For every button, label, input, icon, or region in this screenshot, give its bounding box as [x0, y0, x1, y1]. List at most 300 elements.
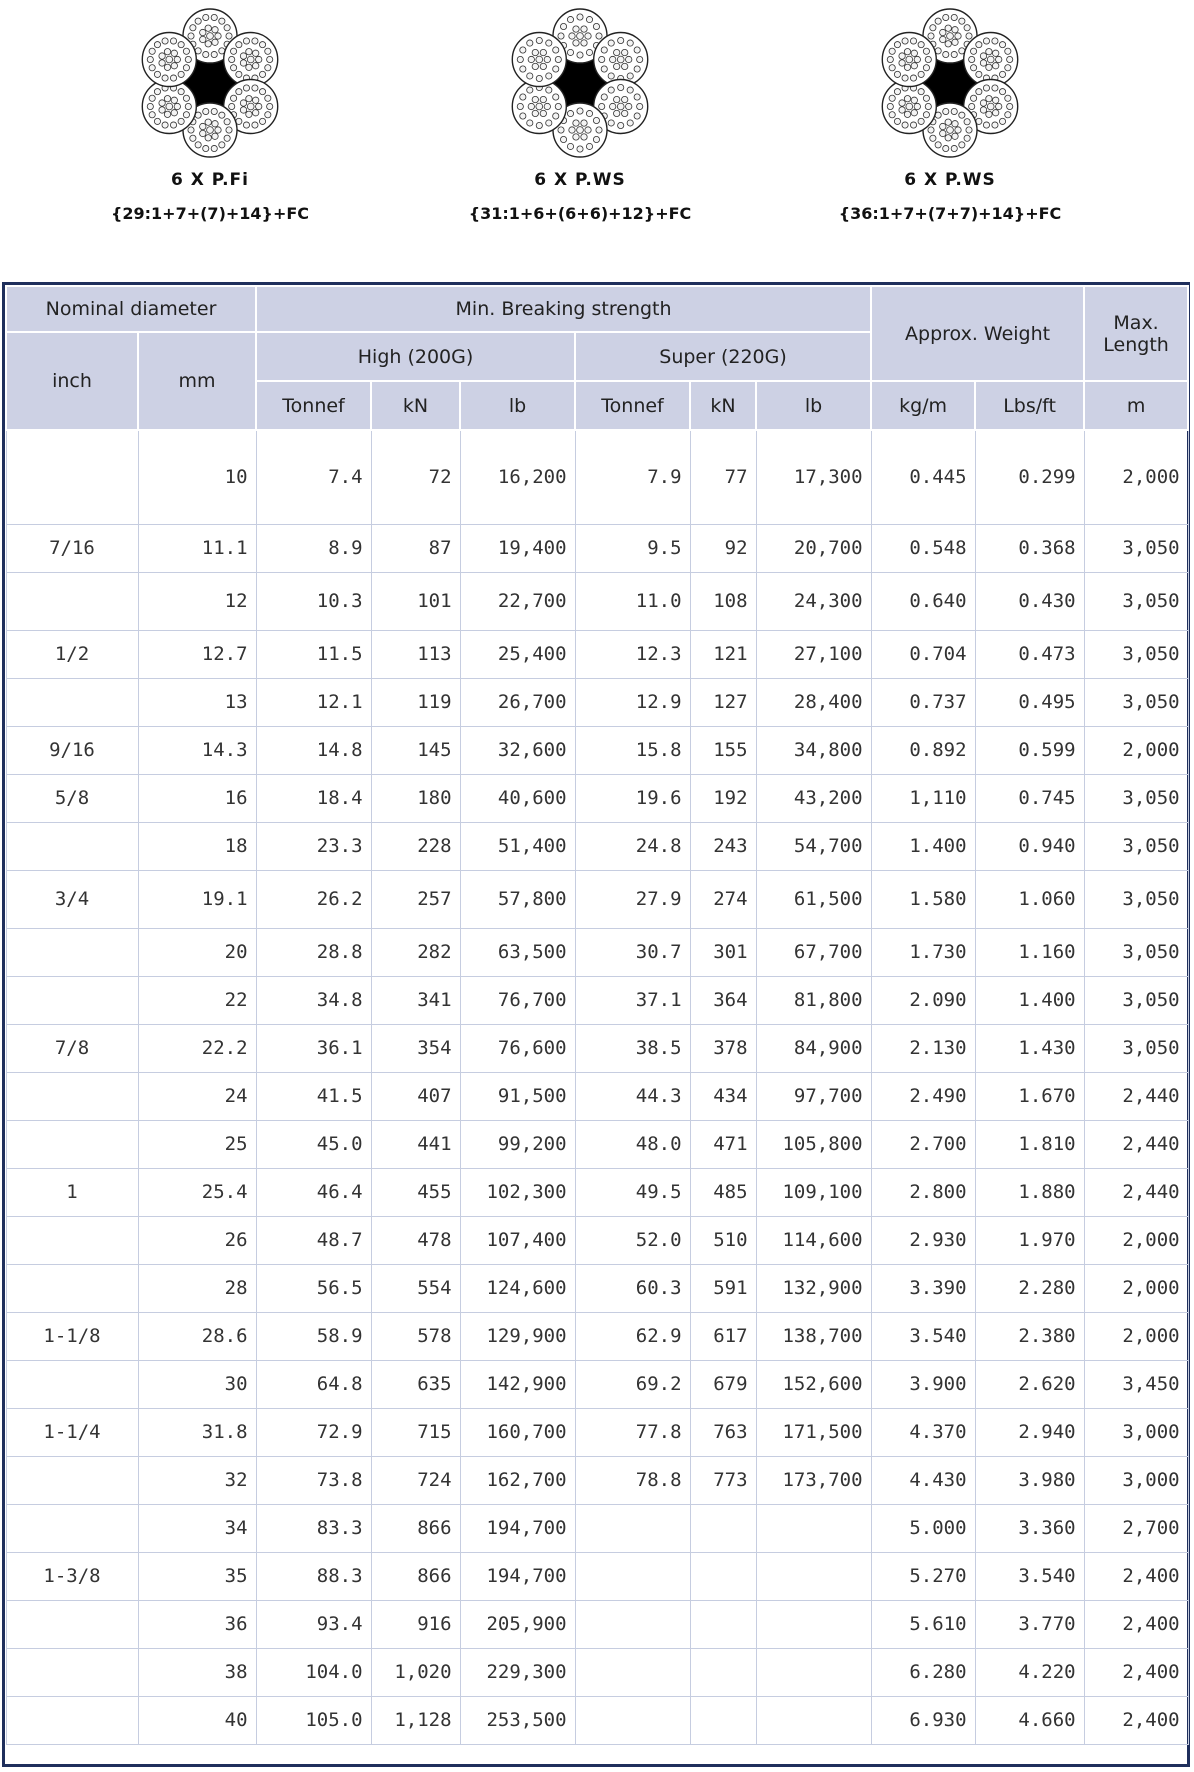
table-cell: 1.160	[975, 928, 1084, 976]
table-cell: 1,020	[371, 1648, 460, 1696]
table-cell: 1/2	[6, 630, 138, 678]
table-cell: 1.400	[975, 976, 1084, 1024]
rope-formula: {36:1+7+(7+7)+14}+FC	[838, 204, 1062, 223]
table-cell: 25,400	[460, 630, 575, 678]
table-cell: 2,440	[1084, 1120, 1188, 1168]
table-cell: 27,100	[756, 630, 871, 678]
table-cell: 554	[371, 1264, 460, 1312]
table-row	[6, 976, 1188, 1024]
rope-spec-table-container	[2, 282, 1190, 1767]
table-cell: 11.1	[138, 524, 256, 572]
table-cell: 28.6	[138, 1312, 256, 1360]
table-cell: 0.745	[975, 774, 1084, 822]
table-cell: 14.8	[256, 726, 371, 774]
table-cell: 77	[690, 430, 756, 524]
table-row	[6, 1408, 1188, 1456]
table-cell: 20,700	[756, 524, 871, 572]
rope-item	[800, 8, 1100, 223]
table-cell: 12	[138, 572, 256, 630]
table-cell: 5.270	[871, 1552, 975, 1600]
table-cell: 142,900	[460, 1360, 575, 1408]
table-cell: 45.0	[256, 1120, 371, 1168]
table-cell: 3,450	[1084, 1360, 1188, 1408]
table-cell: 1.730	[871, 928, 975, 976]
table-cell: 72.9	[256, 1408, 371, 1456]
table-cell	[756, 1504, 871, 1552]
table-cell	[6, 928, 138, 976]
header-kgm: kg/m	[871, 381, 975, 430]
table-cell: 37.1	[575, 976, 690, 1024]
header-super: Super (220G)	[575, 332, 871, 381]
table-cell: 51,400	[460, 822, 575, 870]
table-cell: 105.0	[256, 1696, 371, 1744]
table-cell: 0.737	[871, 678, 975, 726]
table-cell	[756, 1552, 871, 1600]
table-cell: 2,400	[1084, 1696, 1188, 1744]
table-cell: 12.9	[575, 678, 690, 726]
table-cell: 257	[371, 870, 460, 928]
table-cell: 3.360	[975, 1504, 1084, 1552]
table-cell: 2.490	[871, 1072, 975, 1120]
header-approx-weight: Approx. Weight	[871, 286, 1084, 381]
table-cell	[6, 1072, 138, 1120]
table-cell: 3,050	[1084, 572, 1188, 630]
table-row	[6, 822, 1188, 870]
table-cell: 58.9	[256, 1312, 371, 1360]
table-cell: 26.2	[256, 870, 371, 928]
table-cell: 5.610	[871, 1600, 975, 1648]
table-cell: 2,000	[1084, 1216, 1188, 1264]
header-high: High (200G)	[256, 332, 575, 381]
table-cell	[756, 1600, 871, 1648]
header-m: m	[1084, 381, 1188, 430]
table-cell: 19.1	[138, 870, 256, 928]
table-cell: 121	[690, 630, 756, 678]
table-cell: 194,700	[460, 1552, 575, 1600]
table-cell: 866	[371, 1552, 460, 1600]
table-row	[6, 1024, 1188, 1072]
table-cell: 0.704	[871, 630, 975, 678]
table-cell: 3,050	[1084, 678, 1188, 726]
table-cell: 61,500	[756, 870, 871, 928]
table-cell: 0.430	[975, 572, 1084, 630]
table-cell: 2,440	[1084, 1072, 1188, 1120]
table-cell: 3,050	[1084, 630, 1188, 678]
rope-cross-section-icon	[135, 8, 285, 158]
table-cell: 3,050	[1084, 822, 1188, 870]
table-cell: 3,000	[1084, 1408, 1188, 1456]
table-cell: 3.390	[871, 1264, 975, 1312]
table-cell: 41.5	[256, 1072, 371, 1120]
table-cell: 19,400	[460, 524, 575, 572]
table-cell: 2.700	[871, 1120, 975, 1168]
table-cell: 180	[371, 774, 460, 822]
table-cell: 2,000	[1084, 1312, 1188, 1360]
table-cell: 113	[371, 630, 460, 678]
table-cell: 20	[138, 928, 256, 976]
table-cell: 1-1/8	[6, 1312, 138, 1360]
table-row	[6, 1264, 1188, 1312]
table-cell: 5.000	[871, 1504, 975, 1552]
table-cell: 18.4	[256, 774, 371, 822]
header-min-breaking-strength: Min. Breaking strength	[256, 286, 871, 332]
table-cell: 28,400	[756, 678, 871, 726]
table-cell	[6, 430, 138, 524]
table-cell: 1,110	[871, 774, 975, 822]
table-cell: 2.800	[871, 1168, 975, 1216]
table-cell: 129,900	[460, 1312, 575, 1360]
table-cell: 866	[371, 1504, 460, 1552]
table-cell: 229,300	[460, 1648, 575, 1696]
table-cell: 31.8	[138, 1408, 256, 1456]
table-cell: 1.430	[975, 1024, 1084, 1072]
table-cell: 1.580	[871, 870, 975, 928]
table-cell: 83.3	[256, 1504, 371, 1552]
table-cell: 2.090	[871, 976, 975, 1024]
table-cell: 38.5	[575, 1024, 690, 1072]
table-cell: 2,000	[1084, 430, 1188, 524]
table-cell	[690, 1600, 756, 1648]
table-cell: 62.9	[575, 1312, 690, 1360]
table-cell: 205,900	[460, 1600, 575, 1648]
table-row	[6, 1456, 1188, 1504]
header-mm: mm	[138, 332, 256, 430]
table-cell: 107,400	[460, 1216, 575, 1264]
table-cell: 40,600	[460, 774, 575, 822]
table-cell: 91,500	[460, 1072, 575, 1120]
table-cell: 67,700	[756, 928, 871, 976]
table-cell: 1-1/4	[6, 1408, 138, 1456]
table-cell: 12.1	[256, 678, 371, 726]
table-cell: 253,500	[460, 1696, 575, 1744]
table-cell: 22,700	[460, 572, 575, 630]
table-cell: 28	[138, 1264, 256, 1312]
table-cell: 24.8	[575, 822, 690, 870]
table-cell: 364	[690, 976, 756, 1024]
table-cell: 119	[371, 678, 460, 726]
table-cell: 9.5	[575, 524, 690, 572]
table-cell: 78.8	[575, 1456, 690, 1504]
table-cell: 4.430	[871, 1456, 975, 1504]
table-cell: 35	[138, 1552, 256, 1600]
table-cell	[756, 1648, 871, 1696]
table-cell: 108	[690, 572, 756, 630]
header-tonnef: Tonnef	[575, 381, 690, 430]
header-kn: kN	[371, 381, 460, 430]
table-row	[6, 1120, 1188, 1168]
table-cell: 34,800	[756, 726, 871, 774]
table-cell: 354	[371, 1024, 460, 1072]
table-cell: 591	[690, 1264, 756, 1312]
header-inch: inch	[6, 332, 138, 430]
table-cell: 4.660	[975, 1696, 1084, 1744]
table-cell	[690, 1696, 756, 1744]
table-cell: 10.3	[256, 572, 371, 630]
table-cell: 4.220	[975, 1648, 1084, 1696]
table-cell: 155	[690, 726, 756, 774]
rope-cross-section-icon	[505, 8, 655, 158]
rope-formula: {31:1+6+(6+6)+12}+FC	[468, 204, 692, 223]
rope-spec-table	[5, 285, 1189, 1745]
table-cell: 0.548	[871, 524, 975, 572]
rope-name: 6 X P.WS	[534, 170, 626, 190]
table-cell	[6, 1264, 138, 1312]
table-cell	[575, 1552, 690, 1600]
table-cell: 0.640	[871, 572, 975, 630]
table-cell: 127	[690, 678, 756, 726]
table-cell: 32,600	[460, 726, 575, 774]
table-cell: 2,400	[1084, 1552, 1188, 1600]
table-cell: 5/8	[6, 774, 138, 822]
table-cell: 0.368	[975, 524, 1084, 572]
table-cell: 88.3	[256, 1552, 371, 1600]
table-cell	[690, 1552, 756, 1600]
table-row	[6, 1552, 1188, 1600]
table-cell	[6, 678, 138, 726]
table-cell: 916	[371, 1600, 460, 1648]
table-cell: 635	[371, 1360, 460, 1408]
table-cell: 441	[371, 1120, 460, 1168]
table-cell: 109,100	[756, 1168, 871, 1216]
table-cell: 34	[138, 1504, 256, 1552]
table-cell: 99,200	[460, 1120, 575, 1168]
table-cell: 7.4	[256, 430, 371, 524]
table-cell: 1-3/8	[6, 1552, 138, 1600]
table-cell: 72	[371, 430, 460, 524]
table-cell: 2.280	[975, 1264, 1084, 1312]
table-cell: 44.3	[575, 1072, 690, 1120]
table-cell: 455	[371, 1168, 460, 1216]
table-row	[6, 1072, 1188, 1120]
table-cell	[575, 1696, 690, 1744]
table-cell: 16,200	[460, 430, 575, 524]
table-cell: 434	[690, 1072, 756, 1120]
table-cell: 10	[138, 430, 256, 524]
table-cell: 1.880	[975, 1168, 1084, 1216]
table-row	[6, 1360, 1188, 1408]
table-cell	[6, 1504, 138, 1552]
table-cell: 52.0	[575, 1216, 690, 1264]
table-cell: 301	[690, 928, 756, 976]
table-cell: 26,700	[460, 678, 575, 726]
table-cell: 114,600	[756, 1216, 871, 1264]
table-cell: 192	[690, 774, 756, 822]
table-cell: 57,800	[460, 870, 575, 928]
table-cell: 0.473	[975, 630, 1084, 678]
header-kn: kN	[690, 381, 756, 430]
table-cell: 1.670	[975, 1072, 1084, 1120]
table-cell: 0.940	[975, 822, 1084, 870]
table-cell: 30	[138, 1360, 256, 1408]
table-cell: 81,800	[756, 976, 871, 1024]
table-cell: 0.299	[975, 430, 1084, 524]
table-cell: 73.8	[256, 1456, 371, 1504]
table-cell: 16	[138, 774, 256, 822]
table-cell: 478	[371, 1216, 460, 1264]
table-cell: 15.8	[575, 726, 690, 774]
table-cell: 2,000	[1084, 1264, 1188, 1312]
table-row	[6, 870, 1188, 928]
table-cell: 101	[371, 572, 460, 630]
table-cell: 30.7	[575, 928, 690, 976]
table-cell: 485	[690, 1168, 756, 1216]
table-cell: 3,050	[1084, 928, 1188, 976]
table-cell: 1.060	[975, 870, 1084, 928]
table-cell: 3,050	[1084, 524, 1188, 572]
table-cell: 92	[690, 524, 756, 572]
table-cell: 102,300	[460, 1168, 575, 1216]
table-cell: 43,200	[756, 774, 871, 822]
table-cell: 471	[690, 1120, 756, 1168]
table-cell: 1	[6, 1168, 138, 1216]
table-cell: 282	[371, 928, 460, 976]
table-cell: 87	[371, 524, 460, 572]
table-cell: 1.970	[975, 1216, 1084, 1264]
table-row	[6, 1696, 1188, 1744]
table-cell: 32	[138, 1456, 256, 1504]
table-row	[6, 1168, 1188, 1216]
table-cell	[6, 822, 138, 870]
table-cell: 46.4	[256, 1168, 371, 1216]
table-cell	[575, 1648, 690, 1696]
table-cell: 3/4	[6, 870, 138, 928]
table-cell: 378	[690, 1024, 756, 1072]
header-max-length: Max. Length	[1084, 286, 1188, 381]
table-cell: 162,700	[460, 1456, 575, 1504]
table-cell: 3,000	[1084, 1456, 1188, 1504]
table-cell: 77.8	[575, 1408, 690, 1456]
header-nominal-diameter: Nominal diameter	[6, 286, 256, 332]
table-cell: 407	[371, 1072, 460, 1120]
header-row	[6, 286, 1188, 332]
table-cell: 97,700	[756, 1072, 871, 1120]
table-row	[6, 430, 1188, 524]
table-cell: 124,600	[460, 1264, 575, 1312]
table-cell: 510	[690, 1216, 756, 1264]
table-cell: 3.980	[975, 1456, 1084, 1504]
table-cell: 76,700	[460, 976, 575, 1024]
table-cell: 76,600	[460, 1024, 575, 1072]
table-row	[6, 774, 1188, 822]
table-cell	[756, 1696, 871, 1744]
table-cell: 0.495	[975, 678, 1084, 726]
table-cell: 12.3	[575, 630, 690, 678]
table-cell: 152,600	[756, 1360, 871, 1408]
table-cell: 25.4	[138, 1168, 256, 1216]
table-cell	[690, 1504, 756, 1552]
table-cell: 93.4	[256, 1600, 371, 1648]
header-lbsft: Lbs/ft	[975, 381, 1084, 430]
table-cell: 228	[371, 822, 460, 870]
table-cell: 36	[138, 1600, 256, 1648]
table-cell: 49.5	[575, 1168, 690, 1216]
table-row	[6, 1312, 1188, 1360]
table-cell: 0.445	[871, 430, 975, 524]
header-tonnef: Tonnef	[256, 381, 371, 430]
table-cell: 28.8	[256, 928, 371, 976]
rope-item	[60, 8, 360, 223]
table-cell: 2,440	[1084, 1168, 1188, 1216]
table-cell: 3.540	[871, 1312, 975, 1360]
table-cell: 7.9	[575, 430, 690, 524]
table-cell: 3.900	[871, 1360, 975, 1408]
table-cell: 48.7	[256, 1216, 371, 1264]
table-cell: 171,500	[756, 1408, 871, 1456]
table-cell: 24	[138, 1072, 256, 1120]
table-cell: 6.930	[871, 1696, 975, 1744]
table-cell: 341	[371, 976, 460, 1024]
table-cell: 17,300	[756, 430, 871, 524]
table-cell: 2,700	[1084, 1504, 1188, 1552]
table-cell: 7/16	[6, 524, 138, 572]
table-cell: 194,700	[460, 1504, 575, 1552]
table-cell: 104.0	[256, 1648, 371, 1696]
table-cell	[6, 1648, 138, 1696]
table-cell: 763	[690, 1408, 756, 1456]
table-cell: 3,050	[1084, 774, 1188, 822]
table-cell: 9/16	[6, 726, 138, 774]
table-body	[6, 430, 1188, 1744]
rope-item	[430, 8, 730, 223]
table-cell: 40	[138, 1696, 256, 1744]
table-cell	[6, 976, 138, 1024]
table-cell: 69.2	[575, 1360, 690, 1408]
table-row	[6, 524, 1188, 572]
table-cell: 617	[690, 1312, 756, 1360]
table-cell: 2,000	[1084, 726, 1188, 774]
table-cell: 36.1	[256, 1024, 371, 1072]
table-row	[6, 1216, 1188, 1264]
rope-name: 6 X P.WS	[904, 170, 996, 190]
table-cell: 8.9	[256, 524, 371, 572]
table-cell: 160,700	[460, 1408, 575, 1456]
table-cell: 13	[138, 678, 256, 726]
table-cell: 60.3	[575, 1264, 690, 1312]
table-cell: 3.540	[975, 1552, 1084, 1600]
table-cell: 2.130	[871, 1024, 975, 1072]
table-cell: 6.280	[871, 1648, 975, 1696]
table-cell: 22	[138, 976, 256, 1024]
table-cell: 23.3	[256, 822, 371, 870]
table-cell: 64.8	[256, 1360, 371, 1408]
table-cell: 1.810	[975, 1120, 1084, 1168]
table-cell: 2,400	[1084, 1600, 1188, 1648]
table-cell: 7/8	[6, 1024, 138, 1072]
table-cell: 3,050	[1084, 976, 1188, 1024]
table-cell: 243	[690, 822, 756, 870]
table-cell: 724	[371, 1456, 460, 1504]
table-cell: 24,300	[756, 572, 871, 630]
table-row	[6, 1600, 1188, 1648]
table-cell	[6, 1216, 138, 1264]
table-cell: 578	[371, 1312, 460, 1360]
table-cell	[6, 1360, 138, 1408]
table-cell: 26	[138, 1216, 256, 1264]
table-cell: 48.0	[575, 1120, 690, 1168]
table-cell: 105,800	[756, 1120, 871, 1168]
header-lb: lb	[756, 381, 871, 430]
table-row	[6, 1648, 1188, 1696]
table-cell	[575, 1600, 690, 1648]
table-cell: 132,900	[756, 1264, 871, 1312]
rope-cross-section-icon	[875, 8, 1025, 158]
table-cell: 3.770	[975, 1600, 1084, 1648]
table-cell: 0.892	[871, 726, 975, 774]
table-cell: 25	[138, 1120, 256, 1168]
table-cell: 14.3	[138, 726, 256, 774]
table-cell	[6, 572, 138, 630]
rope-formula: {29:1+7+(7)+14}+FC	[110, 204, 310, 223]
